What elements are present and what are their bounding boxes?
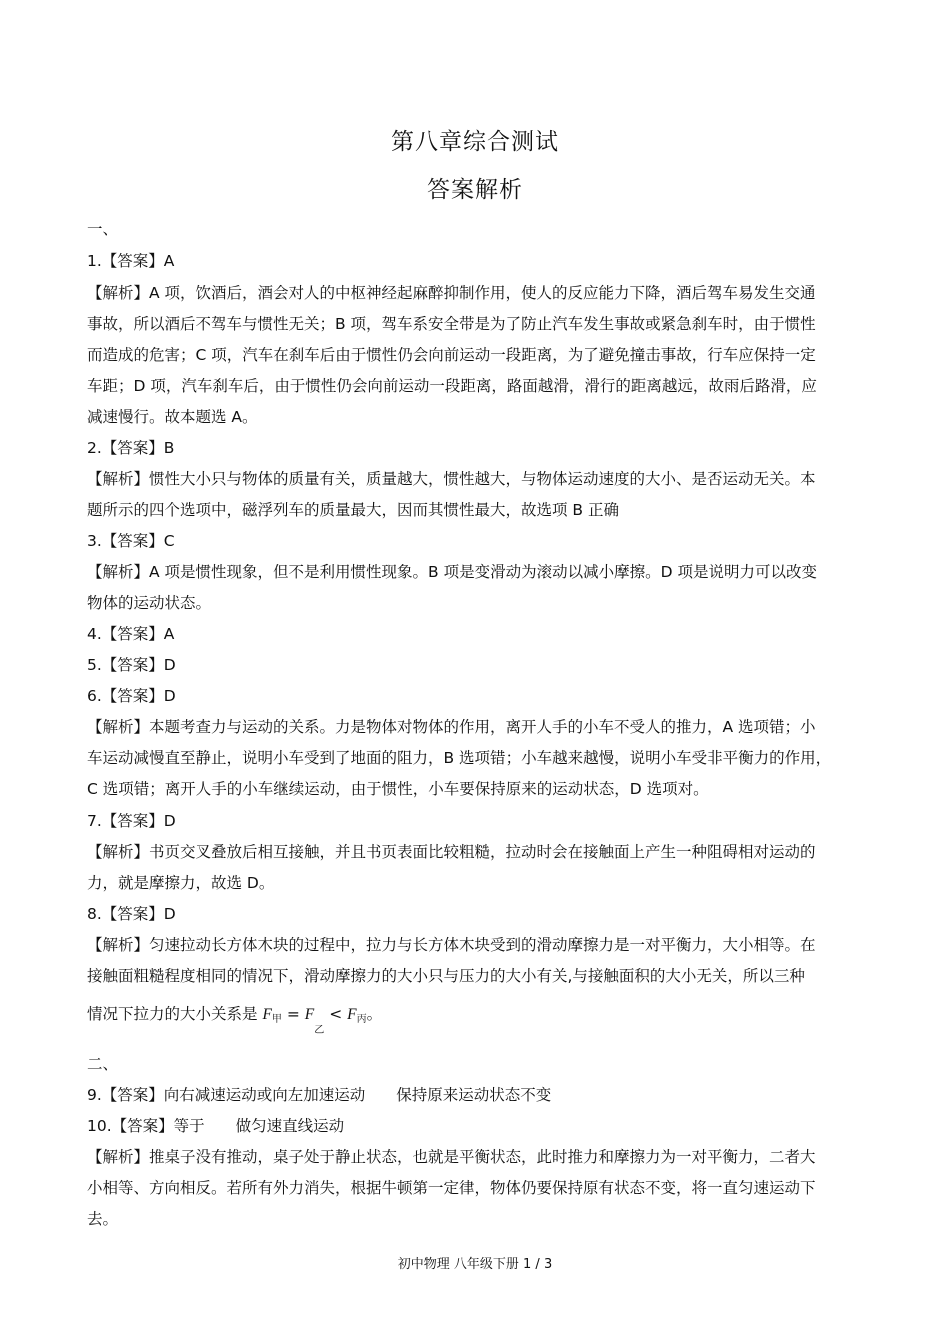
explanation-line: 事故，所以酒后不驾车与惯性无关；B 项，驾车系安全带是为了防止汽车发生事故或紧急刹车时，由于惯性 [87,315,816,333]
answer-line: 5.【答案】D [87,656,176,674]
explanation-line: 车距；D 项，汽车刹车后，由于惯性仍会向前运动一段距离，路面越滑，滑行的距离越远，故雨后路滑，应 [87,377,817,395]
explanation-line: 【解析】A 项是惯性现象，但不是利用惯性现象。B 项是变滑动为滚动以减小摩擦。D 项是说明力可以改变 [87,563,817,581]
answer-line: 3.【答案】C [87,532,175,550]
answer-line: 6.【答案】D [87,687,176,705]
answer-line: 4.【答案】A [87,625,175,643]
answer-line: 2.【答案】B [87,439,175,457]
document-title: 第八章综合测试 [391,129,559,155]
explanation-line: 接触面粗糙程度相同的情况下，滑动摩擦力的大小只与压力的大小有关,与接触面积的大小无关，所以三种 [87,967,805,985]
explanation-line: 【解析】书页交叉叠放后相互接触，并且书页表面比较粗糙，拉动时会在接触面上产生一种阻碍相对运动的 [87,843,816,861]
section-heading: 一、 [87,220,119,238]
explanation-line: 【解析】推桌子没有推动，桌子处于静止状态，也就是平衡状态，此时推力和摩擦力为一对平衡力，二者大 [87,1148,816,1166]
explanation-line: 去。 [87,1210,119,1228]
answer-line: 8.【答案】D [87,905,176,923]
answer-line: 1.【答案】A [87,252,175,270]
explanation-line: 题所示的四个选项中，磁浮列车的质量最大，因而其惯性最大，故选项 B 正确 [87,501,619,519]
explanation-line: 【解析】A 项，饮酒后，酒会对人的中枢神经起麻醉抑制作用，使人的反应能力下降，酒后驾车易发生交通 [87,284,816,302]
explanation-line: 小相等、方向相反。若所有外力消失，根据牛顿第一定律，物体仍要保持原有状态不变，将一直匀速运动下 [87,1179,816,1197]
page-footer: 初中物理 八年级下册 1 / 3 [397,1257,553,1272]
explanation-line: 物体的运动状态。 [87,594,212,612]
formula-line: 情况下拉力的大小关系是 F甲 = $F_乙 < F$丙。 [87,1005,383,1036]
section-heading: 二、 [87,1055,119,1073]
document-subtitle: 答案解析 [427,177,523,203]
explanation-line: 而造成的危害；C 项，汽车在刹车后由于惯性仍会向前运动一段距离，为了避免撞击事故，行车应保持一定 [87,346,816,364]
formula-prefix: 情况下拉力的大小关系是 [87,1005,263,1023]
explanation-line: 【解析】本题考查力与运动的关系。力是物体对物体的作用，离开人手的小车不受人的推力，A 选项错；小 [87,718,816,736]
explanation-line: 力，就是摩擦力，故选 D。 [87,874,275,892]
answer-line: 10.【答案】等于 做匀速直线运动 [87,1117,345,1135]
explanation-line: C 选项错；离开人手的小车继续运动，由于惯性，小车要保持原来的运动状态，D 选项对。 [87,780,709,798]
explanation-line: 减速慢行。故本题选 A。 [87,408,258,426]
explanation-line: 车运动减慢直至静止，说明小车受到了地面的阻力，B 选项错；小车越来越慢，说明小车受非平衡力的作用， [87,749,832,767]
force-relation-formula: F甲 = $F_乙 < F$丙 [262,1005,367,1036]
explanation-line: 【解析】惯性大小只与物体的质量有关，质量越大，惯性越大，与物体运动速度的大小、是否运动无关。本 [87,470,816,488]
answer-line: 9.【答案】向右减速运动或向左加速运动 保持原来运动状态不变 [87,1086,552,1104]
answer-line: 7.【答案】D [87,812,176,830]
explanation-line: 【解析】匀速拉动长方体木块的过程中，拉力与长方体木块受到的滑动摩擦力是一对平衡力，大小相等。在 [87,936,816,954]
